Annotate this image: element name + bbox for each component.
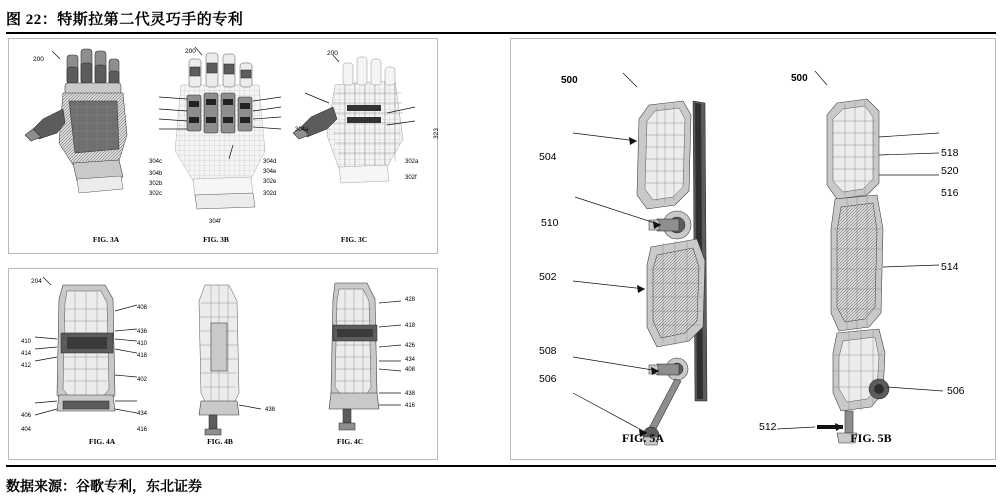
callout-302c: 302c xyxy=(149,191,163,197)
callout-404: 404 xyxy=(21,427,32,433)
fig-4c-caption: FIG. 4C xyxy=(336,437,364,446)
callout-406: 406 xyxy=(21,413,32,419)
svg-text:200: 200 xyxy=(327,50,338,57)
callout-438c: 438 xyxy=(405,391,416,397)
callout-428: 428 xyxy=(405,297,416,303)
callout-426: 426 xyxy=(405,343,416,349)
fig-3b-caption: FIG. 3B xyxy=(203,235,229,244)
callout-304c: 304c xyxy=(149,159,163,165)
callout-416: 416 xyxy=(137,427,148,433)
fig-4b-caption: FIG. 4B xyxy=(207,437,233,446)
callout-408: 408 xyxy=(137,305,148,311)
svg-text:200: 200 xyxy=(33,56,44,63)
svg-text:500: 500 xyxy=(561,75,578,86)
callout-418c: 418 xyxy=(405,323,416,329)
callout-304a: 304a xyxy=(295,127,309,133)
callout-410b: 410 xyxy=(137,341,148,347)
callout-434: 434 xyxy=(137,411,148,417)
callout-514: 514 xyxy=(941,261,959,273)
callout-506b: 506 xyxy=(947,385,965,397)
callout-304e: 304e xyxy=(263,169,277,175)
callout-506a: 506 xyxy=(539,373,557,385)
callout-304f: 304f xyxy=(209,219,221,225)
callout-302f: 302f xyxy=(405,175,417,181)
callout-304d: 304d xyxy=(263,159,277,165)
fig-5a-caption: FIG. 5A xyxy=(622,431,664,445)
source-bar xyxy=(6,465,996,499)
callout-512: 512 xyxy=(759,421,777,433)
finger-figures-panel xyxy=(8,268,438,460)
callout-508: 508 xyxy=(539,345,557,357)
callout-323: 323 xyxy=(433,128,440,139)
callout-416c: 416 xyxy=(405,403,416,409)
fig-5b-caption: FIG. 5B xyxy=(850,431,892,445)
svg-text:204: 204 xyxy=(31,278,42,285)
callout-302a: 302a xyxy=(405,159,419,165)
hand-figures-artwork xyxy=(9,39,437,253)
callout-412: 412 xyxy=(21,363,32,369)
figure-title-bar xyxy=(6,4,996,34)
callout-434c: 434 xyxy=(405,357,416,363)
callout-502: 502 xyxy=(539,271,557,283)
svg-text:500: 500 xyxy=(791,73,808,84)
callout-438b: 438 xyxy=(265,407,276,413)
arm-figures-panel xyxy=(510,38,996,460)
callout-504: 504 xyxy=(539,151,557,163)
callout-402: 402 xyxy=(137,377,148,383)
fig-3c-caption: FIG. 3C xyxy=(340,235,368,244)
callout-304b: 304b xyxy=(149,171,163,177)
fig-3a-caption: FIG. 3A xyxy=(92,235,120,244)
callout-436: 436 xyxy=(137,329,148,335)
callout-410a: 410 xyxy=(21,339,32,345)
page-title: 图 22：特斯拉第二代灵巧手的专利 xyxy=(6,11,244,28)
callout-408c: 408 xyxy=(405,367,416,373)
callout-418: 418 xyxy=(137,353,148,359)
callout-510: 510 xyxy=(541,217,559,229)
fig-4a-caption: FIG. 4A xyxy=(88,437,116,446)
finger-figures-artwork xyxy=(9,269,437,459)
source-text: 数据来源：谷歌专利，东北证券 xyxy=(6,480,202,495)
callout-302e: 302e xyxy=(263,179,277,185)
callout-518: 518 xyxy=(941,147,959,159)
arm-figures-artwork xyxy=(511,39,995,459)
callout-302b: 302b xyxy=(149,181,163,187)
svg-text:200: 200 xyxy=(185,48,196,55)
callout-414: 414 xyxy=(21,351,32,357)
hand-figures-panel xyxy=(8,38,438,254)
callout-520: 520 xyxy=(941,165,959,177)
callout-516: 516 xyxy=(941,187,959,199)
callout-302d: 302d xyxy=(263,191,277,197)
